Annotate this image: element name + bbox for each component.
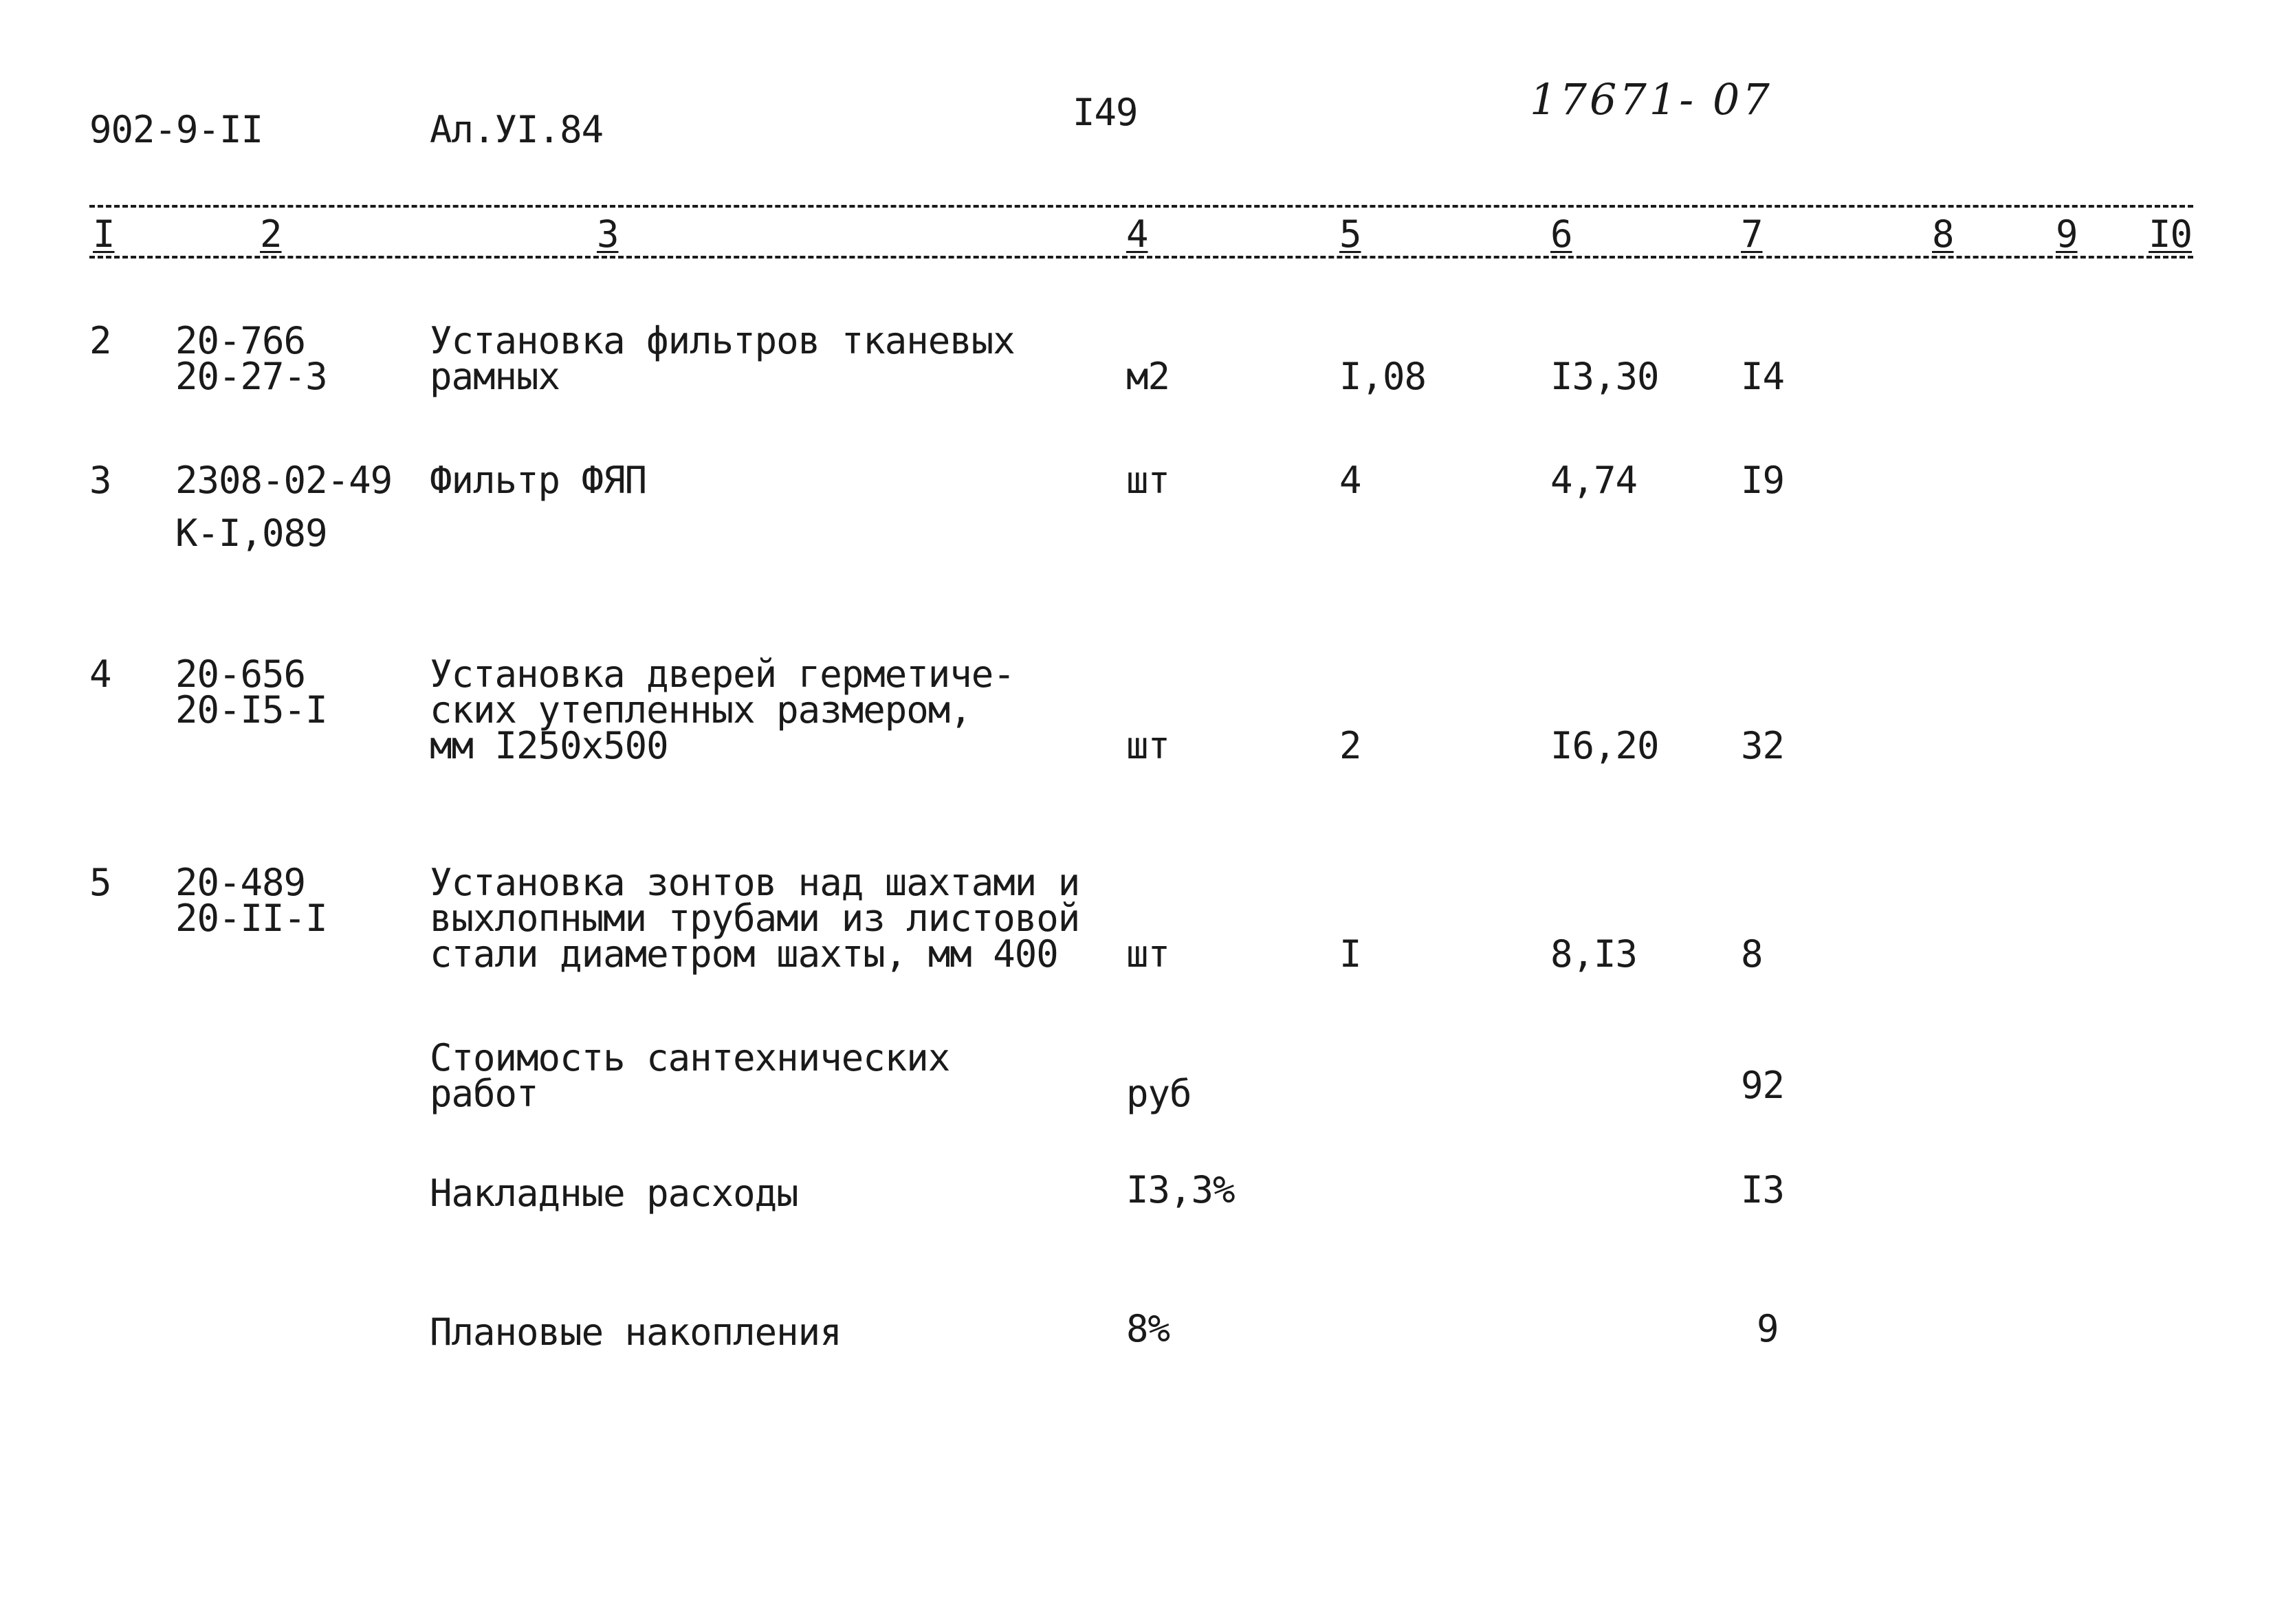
work-description: Установка дверей герметиче- (430, 652, 1015, 696)
col-header-2: 2 (260, 212, 282, 256)
summary-total: 9 (1757, 1307, 1779, 1350)
summary-unit: I3,3% (1126, 1168, 1235, 1211)
col-header-3: 3 (597, 212, 619, 256)
unit: шт (1126, 724, 1170, 767)
row-number: 2 (89, 319, 111, 362)
quantity: I (1339, 932, 1361, 976)
price-code: 20-I5-I (175, 688, 327, 732)
work-description: выхлопными трубами из листовой (430, 897, 1080, 940)
unit-price: I6,20 (1550, 724, 1659, 767)
unit: шт (1126, 932, 1170, 976)
work-description: ских утепленных размером, (430, 688, 971, 732)
total-cost: I4 (1741, 355, 1785, 398)
row-number: 5 (89, 861, 111, 904)
price-code: К-I,089 (175, 512, 327, 555)
summary-label: Накладные расходы (430, 1172, 798, 1215)
summary-unit: руб (1126, 1072, 1192, 1115)
col-header-1: I (93, 212, 115, 256)
header-rule-bottom (89, 256, 2193, 259)
price-code: 20-766 (175, 319, 306, 362)
unit: м2 (1126, 355, 1170, 398)
row-number: 3 (89, 459, 111, 502)
col-header-6: 6 (1550, 212, 1572, 256)
unit: шт (1126, 459, 1170, 502)
total-cost: 32 (1741, 724, 1785, 767)
summary-total: I3 (1741, 1168, 1785, 1211)
summary-label: Плановые накопления (430, 1310, 842, 1354)
summary-label: Стоимость сантехнических (430, 1036, 950, 1079)
col-header-4: 4 (1126, 212, 1148, 256)
col-header-8: 8 (1932, 212, 1954, 256)
quantity: 2 (1339, 724, 1361, 767)
price-code: 20-489 (175, 861, 306, 904)
price-code: 20-II-I (175, 897, 327, 940)
col-header-5: 5 (1339, 212, 1361, 256)
summary-label: работ (430, 1072, 538, 1115)
page-number: I49 (1073, 91, 1138, 134)
quantity: 4 (1339, 459, 1361, 502)
unit-price: I3,30 (1550, 355, 1659, 398)
price-code: 20-656 (175, 652, 306, 696)
handwritten-number: 17671- 07 (1530, 74, 1772, 124)
work-description: Установка фильтров тканевых (430, 319, 1015, 362)
unit-price: 8,I3 (1550, 932, 1638, 976)
summary-total: 92 (1741, 1064, 1785, 1107)
col-header-7: 7 (1741, 212, 1763, 256)
doc-code: 902-9-II (89, 108, 263, 151)
total-cost: 8 (1741, 932, 1763, 976)
col-header-10: I0 (2149, 212, 2193, 256)
total-cost: I9 (1741, 459, 1785, 502)
work-description: Фильтр ФЯП (430, 459, 647, 502)
header-rule-top (89, 205, 2193, 208)
work-description: Установка зонтов над шахтами и (430, 861, 1080, 904)
work-description: рамных (430, 355, 560, 398)
unit-price: 4,74 (1550, 459, 1638, 502)
quantity: I,08 (1339, 355, 1427, 398)
col-header-9: 9 (2056, 212, 2078, 256)
work-description: стали диаметром шахты, мм 400 (430, 932, 1058, 976)
row-number: 4 (89, 652, 111, 696)
price-code: 2308-02-49 (175, 459, 393, 502)
price-code: 20-27-3 (175, 355, 327, 398)
album-number: Ал.УI.84 (430, 108, 604, 151)
work-description: мм I250х500 (430, 724, 668, 767)
summary-unit: 8% (1126, 1307, 1170, 1350)
